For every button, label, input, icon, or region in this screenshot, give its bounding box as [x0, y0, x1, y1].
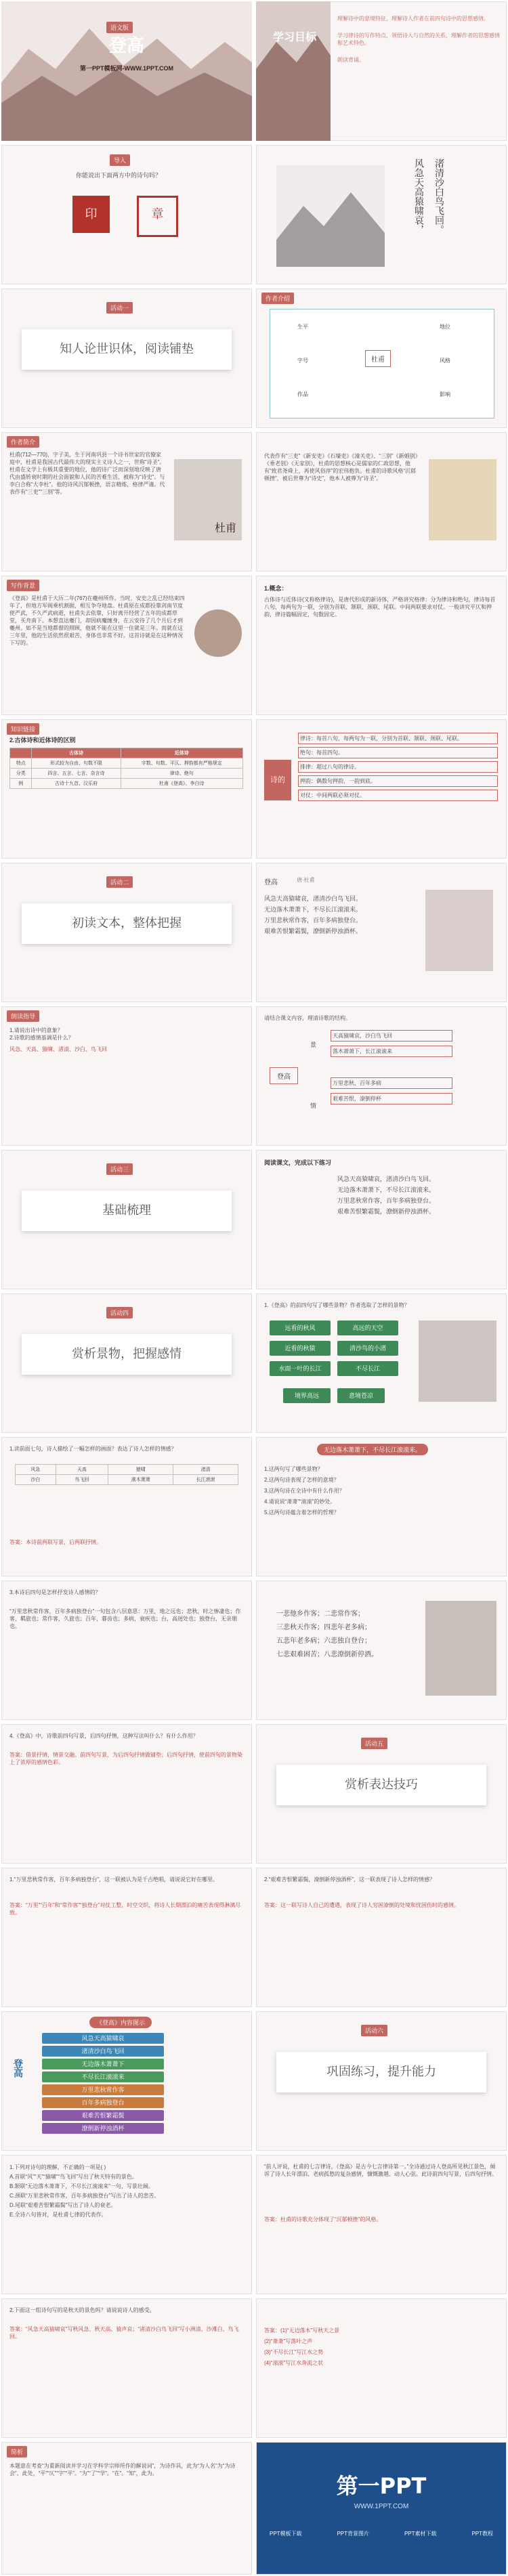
activity-3-heading: 基础梳理 — [22, 1190, 232, 1231]
poem-vertical-1: 风急天高猿啸哀， — [413, 158, 424, 234]
couplet-item: 3.这两句诗在全诗中有什么作用？ — [264, 1488, 345, 1494]
concept-title: 1.概念： — [264, 585, 288, 592]
forms-item: 排律：超过八句的律诗。 — [298, 761, 498, 773]
poem-vertical-2: 渚清沙白鸟飞回。 — [433, 158, 444, 234]
poem-line: 艰难苦恨繁霜鬓，潦倒新停浊酒杯。 — [264, 928, 362, 935]
sorrow-line: 三悲秋天作客；四悲年老多病； — [276, 1624, 371, 1631]
couplet-item: 4.请说说“萧萧”“滚滚”的妙处。 — [264, 1499, 336, 1505]
sorrow-line: 五悲年老多病；六悲独自登台； — [276, 1637, 371, 1645]
mindmap-tag: 作者介绍 — [261, 293, 294, 304]
mindmap-node: 生平 — [297, 324, 308, 330]
picture-question: 1.读前面七句，诗人描绘了一幅怎样的画面？表达了诗人怎样的情感？ — [9, 1446, 177, 1452]
portrait-label: 杜甫 — [214, 521, 236, 534]
mindmap-node: 风格 — [440, 358, 450, 364]
author-body: 杜甫(712—770)，字子美，生于河南巩县一个诗书世家的官僚家庭中，杜甫是我国古代最伟大的现实主义诗人之一，世称“诗圣”。杜甫在文学上有极其重要的地位，他的诗广泛而深刻地反映了唐代由盛转衰时期的社会面貌和人民的苦难生活，被称为“诗史”。与李白合称“大李杜”。他的诗风沉郁顿挫，语言精炼，格律严谨。代表作有“三吏”“三别”等。 — [9, 452, 165, 495]
table-row: 分类 四言、五言、七言、杂言诗 律诗、绝句 — [10, 769, 243, 779]
slide-concept[interactable] — [256, 576, 507, 715]
slide-reading-guide[interactable] — [1, 1006, 252, 1146]
analysis-body: “前人评说，杜甫的七言律诗，《登高》是古今七言律诗第一。”全诗通过诗人登高所见秋江景色，倾诉了诗人长年漂泊、老病孤愁的复杂感情，慷慨激越、动人心弦。此诗前四句写景，后四句抒情。 — [264, 2164, 497, 2177]
emotion-question: 3.本诗后四句是怎样抒发诗人感情的？ — [9, 1589, 101, 1595]
table-row: 特点 形式较为自由，句数不限 字数、句数、平仄、押韵都有严格规定 — [10, 758, 243, 769]
mindmap-node: 字号 — [297, 358, 308, 364]
reading-tag: 朗读指导 — [7, 1010, 39, 1022]
poem-line: 万里悲秋常作客，百年多病独登台。 — [264, 917, 362, 924]
sorrow-line: 七悲艰难困苦；八悲潦倒新停酒。 — [276, 1651, 378, 1658]
appreciation-question: 1.“万里悲秋常作客，百年多病独登台”，这一联被认为是千古绝唱，请说说它好在哪里。 — [9, 1876, 218, 1883]
practice-line: 无边落木萧萧下，不尽长江滚滚来。 — [337, 1186, 436, 1193]
structure-box: 艰难苦恨，潦倒停杯 — [331, 1093, 452, 1104]
answer-line: (3)“不尽长江”写江水之势 — [264, 2349, 324, 2355]
practice-title: 阅读课文，完成以下练习 — [264, 1159, 332, 1166]
technique-answer: 答案：借景抒情，情景交融。前四句写景，为后四句抒情做铺垫；后四句抒情，使前四句的景物染上了浓厚的感情色彩。 — [9, 1752, 242, 1765]
appreciation-answer: 答案：这一联写诗人自己的遭遇，表现了诗人穷困潦倒的处境和忧国伤时的感情。 — [264, 1902, 459, 1908]
structure-box: 落木萧萧下，长江滚滚来 — [331, 1046, 452, 1057]
slide-forms[interactable] — [256, 719, 507, 859]
poem-author: 唐·杜甫 — [297, 877, 315, 883]
table-header — [10, 748, 32, 758]
slide-intro[interactable] — [1, 145, 252, 284]
slide-picture[interactable] — [1, 1437, 252, 1576]
activity-5-heading: 赏析表达技巧 — [276, 1765, 486, 1805]
site-text: 第一PPT模板网-WWW.1PPT.COM — [80, 65, 173, 72]
comparison-heading: 2.古体诗和近体诗的区别 — [9, 737, 76, 744]
works-body: 代表作有“三吏”《新安吏》《石壕吏》《潼关吏》、“三别”《新婚别》《垂老别》《无家别》，杜甫的思想核心是儒家的仁政思想，他有“致君尧舜上，再使风俗淳”的宏伟抱负。杜甫的诗歌风格“沉郁顿挫”，被后世尊为“诗史”，他本人被尊为“诗圣”。 — [264, 453, 418, 481]
comparison-table — [9, 748, 243, 789]
slide-brief[interactable] — [1, 2442, 252, 2575]
slide-objectives[interactable] — [256, 1, 507, 141]
brief-tag: 简析 — [7, 2446, 27, 2457]
activity-6-tag: 活动六 — [361, 2025, 387, 2036]
slide-works[interactable] — [256, 432, 507, 572]
slide-poem[interactable] — [256, 863, 507, 1002]
mindmap-node: 作品 — [297, 391, 308, 398]
author-portrait — [174, 459, 242, 540]
slide-exercise-analysis[interactable] — [256, 2155, 507, 2294]
structure-box: 天高猿啸哀，沙白鸟飞回 — [331, 1030, 452, 1042]
brief-body: 本题意在考查“为重新阅读并学习在学科学宗师所作的解说词”，为诗作具，此为“为人名”为“为诗会”。此处，“平”“仄”“字”“平”。“为”“了”“学”。“在”。“知”，此为。 — [9, 2463, 236, 2476]
background-body: 《登高》是杜甫于大历二年(767)在夔州所作。当时，安史之乱已经结束四年了，但地方军阀乘机割据，相互争夺地盘。杜甫原在成都投靠剑南节度使严武，不久严武病逝，杜甫失去依靠，只好离开经营了五年的成都草堂，买舟南下。本想直达夔门，却因病魔缠身，在云安待了几个月后才到夔州。如不是当地都督的照顾，他就不能在这里一住就是三年。而就在这三年里，他的生活依然很艰苦，身体也非常不好。这首诗就是在这种情况下写的。 — [9, 595, 185, 646]
scenery-box: 意境苍凉 — [337, 1388, 385, 1403]
picture-table — [15, 1464, 238, 1485]
slide-appreciation-1[interactable] — [1, 1868, 252, 2007]
slide-comparison[interactable] — [1, 719, 252, 859]
forms-label: 诗的 — [264, 760, 291, 800]
appreciation-answer: 答案：“万里”“百年”和“常作客”“独登台”对仗工整，时空交织，将诗人长期漂泊的痛苦表现得淋漓尽致。 — [9, 1902, 241, 1916]
scenery-box: 水面一叶的长江 — [270, 1361, 331, 1376]
exercise-2-answer: 答案：“风急天高猿啸哀”写秋风急、秋天高、猿声哀；“渚清沙白鸟飞回”写小洲清、沙滩白、鸟飞回。 — [9, 2326, 239, 2340]
slide-activity-6[interactable] — [256, 2011, 507, 2151]
scenery-box: 高远的天空 — [337, 1321, 398, 1335]
poem-line: 无边落木萧萧下，不尽长江滚滚来。 — [264, 906, 362, 913]
slide-technique-question[interactable] — [1, 1724, 252, 1864]
author-tag: 作者简介 — [7, 436, 39, 448]
comparison-tag: 知识链接 — [7, 723, 39, 735]
diagram-row: 潦倒新停浊酒杯 — [42, 2123, 164, 2134]
slide-mindmap[interactable] — [256, 288, 507, 428]
diagram-row: 无边落木萧萧下 — [42, 2059, 164, 2069]
structure-root: 登高 — [270, 1067, 298, 1084]
objective-3: 朗读背诵。 — [337, 57, 364, 63]
exercise-item: B.颔联“无边落木萧萧下，不尽长江滚滚来”一句，写景壮阔。 — [9, 2183, 154, 2189]
reading-question: 1.请说出诗中的意象？ — [9, 1027, 63, 1033]
scenery-painting — [419, 1321, 496, 1402]
objective-1: 理解诗中的意境特征，理解诗人作者在前四句诗中的思想感情。 — [337, 16, 489, 22]
diagram-row: 渚清沙白鸟飞回 — [42, 2046, 164, 2057]
scenery-box: 清沙鸟的小渚 — [337, 1341, 398, 1356]
background-circle-image — [194, 609, 242, 657]
scenery-box: 境界高远 — [283, 1388, 331, 1403]
structure-branch: 情 — [310, 1102, 317, 1109]
slide-background[interactable] — [1, 576, 252, 715]
slide-activity-1[interactable] — [1, 288, 252, 428]
title-tag: 语文版 — [106, 22, 133, 33]
slide-structure[interactable] — [256, 1006, 507, 1146]
mindmap-node: 影响 — [440, 391, 450, 398]
sorrow-painting — [425, 1601, 496, 1696]
scenery-box: 近看的秋猿 — [270, 1341, 331, 1356]
diagram-row: 风急天高猿啸哀 — [42, 2033, 164, 2044]
exercise-item: A.首联“风”“天”“猿啸”“鸟飞回”写出了秋天特有的景色。 — [9, 2174, 137, 2180]
poem-title: 登高 — [264, 879, 278, 886]
activity-3-tag: 活动三 — [106, 1163, 133, 1175]
picture-answer: 答案：本诗前两联写景，后两联抒情。 — [9, 1539, 102, 1545]
slide-eight-sorrows[interactable] — [256, 1581, 507, 1720]
structure-branch: 景 — [310, 1042, 317, 1048]
objective-badge: 学习目标 — [273, 30, 317, 43]
reading-question: 2.诗歌的感情基调是什么？ — [9, 1035, 74, 1041]
diagram-row: 不尽长江滚滚来 — [42, 2071, 164, 2082]
practice-line: 万里悲秋常作客，百年多病独登台。 — [337, 1197, 436, 1204]
structure-intro: 请结合课文内容，理清诗歌的结构。 — [264, 1015, 351, 1021]
practice-line: 艰难苦恨繁霜鬓，潦倒新停浊酒杯。 — [337, 1208, 436, 1215]
exercise-item: E.全诗八句皆对，是杜甫七律的代表作。 — [9, 2212, 107, 2218]
mindmap-center: 杜甫 — [365, 350, 391, 367]
forms-item: 律诗：每首八句，每两句为一联，分别为首联、颔联、颈联、尾联。 — [298, 733, 498, 744]
scenery-box: 远看的秋风 — [270, 1321, 331, 1335]
end-link[interactable]: PPT背景图片 — [337, 2531, 370, 2537]
slide-activity-5[interactable] — [256, 1724, 507, 1864]
exercise-2-question: 2.下面这一组诗句写的是秋天的景色吗？请说说诗人的感受。 — [9, 2307, 155, 2313]
table-header: 古体诗 — [32, 748, 121, 758]
diagram-root: 登高 — [13, 2059, 24, 2078]
slide-end[interactable] — [256, 2442, 507, 2575]
title-text: 登高 — [108, 36, 144, 56]
slide-appreciation-2[interactable] — [256, 1868, 507, 2007]
activity-6-heading: 巩固练习，提升能力 — [276, 2052, 486, 2092]
end-link[interactable]: PPT模板下载 — [270, 2531, 302, 2537]
slide-scenery[interactable] — [256, 1293, 507, 1433]
poem-illustration — [425, 890, 493, 971]
slide-author[interactable] — [1, 432, 252, 572]
ink-landscape — [276, 165, 385, 267]
activity-4-heading: 赏析景物，把握感情 — [22, 1334, 232, 1375]
seal-2: 章 — [137, 196, 178, 237]
diagram-row: 艰难苦恨繁霜鬓 — [42, 2110, 164, 2121]
diagram-row: 万里悲秋常作客 — [42, 2084, 164, 2095]
table-row: 沙白 鸟飞回 落木萧萧 长江滚滚 — [16, 1475, 238, 1485]
forms-item: 对仗：中间两联必须对仗。 — [298, 790, 498, 801]
exercise-item: 1.下列对诗句的理解，不正确的一项是( ) — [9, 2164, 106, 2170]
slide-couplet-questions[interactable] — [256, 1437, 507, 1576]
table-header: 近体诗 — [121, 748, 242, 758]
activity-4-tag: 活动四 — [106, 1307, 133, 1318]
answer-line: (2)“萧萧”写落叶之声 — [264, 2338, 313, 2344]
exercise-item: C.颈联“万里悲秋常作客，百年多病独登台”写出了诗人的悲苦。 — [9, 2193, 160, 2199]
slide-exercise-2-answers[interactable] — [256, 2298, 507, 2438]
poem-line: 风急天高猿啸哀，渚清沙白鸟飞回。 — [264, 895, 362, 902]
du-fu-painting — [429, 459, 496, 540]
practice-line: 风急天高猿啸哀，渚清沙白鸟飞回。 — [337, 1176, 436, 1182]
structure-box: 万里悲秋，百年多病 — [331, 1077, 452, 1089]
slide-activity-2[interactable] — [1, 863, 252, 1002]
activity-1-heading: 知人论世识体，阅读铺垫 — [22, 329, 232, 370]
reading-answer: 风急、天高、猿啸、渚清、沙白、鸟飞回 — [9, 1046, 107, 1052]
diagram-row: 百年多病独登台 — [42, 2097, 164, 2108]
intro-question: 你能说出下面两方中的诗句吗？ — [76, 172, 162, 179]
couplet-item: 1.这两句写了哪些景物？ — [264, 1466, 323, 1472]
intro-tag: 导入 — [110, 154, 130, 166]
forms-item: 绝句：每首四句。 — [298, 747, 498, 758]
scenery-question: 1.《登高》的前四句写了哪些景物？作者选取了怎样的景物？ — [264, 1302, 410, 1308]
table-row: 风急 天高 猿啸 渚清 — [16, 1465, 238, 1475]
table-row: 例 古诗十九首、汉乐府 杜甫《登高》、李白诗 — [10, 779, 243, 789]
analysis-answer: 答案：杜甫的诗歌充分体现了“沉郁顿挫”的风格。 — [264, 2216, 382, 2223]
end-site: WWW.1PPT.COM — [354, 2503, 409, 2510]
diagram-title: 《登高》内容图示 — [89, 2017, 152, 2028]
activity-2-heading: 初读文本，整体把握 — [22, 903, 232, 944]
end-link[interactable]: PPT素材下载 — [404, 2531, 437, 2537]
activity-2-tag: 活动二 — [106, 876, 133, 888]
background-tag: 写作背景 — [7, 580, 39, 591]
objective-2: 学习律诗的写作特点，领悟诗人与自然的关系，理解作者的思想感情和艺术特色。 — [337, 33, 500, 46]
slide-title[interactable] — [1, 1, 252, 141]
slide-activity-3[interactable] — [1, 1150, 252, 1289]
answer-line: (4)“滚滚”写江水奔流之状 — [264, 2360, 324, 2366]
end-link[interactable]: PPT教程 — [471, 2531, 493, 2537]
seal-1: 印 — [72, 196, 110, 233]
scenery-box: 不尽长江 — [337, 1361, 398, 1376]
slide-content-diagram[interactable] — [1, 2011, 252, 2151]
slide-emotion[interactable] — [1, 1581, 252, 1720]
technique-question: 4.《登高》中，诗歌前四句写景，后四句抒情，这种写法叫什么？有什么作用？ — [9, 1733, 198, 1739]
mindmap-box — [270, 309, 494, 418]
sorrow-line: 一悲他乡作客；二悲常作客； — [276, 1610, 364, 1618]
slide-exercise-2[interactable] — [1, 2298, 252, 2438]
end-logo: 第一PPT — [336, 2473, 427, 2499]
slide-reading-practice[interactable] — [256, 1150, 507, 1289]
emotion-body: “万里悲秋常作客，百年多病独登台”一句包含八层意思：万里，地之远也；悲秋，时之惨凄也；作客，羁旅也；常作客，久旅也；百年，暮齿也；多病，衰疾也；台，高迥处也；独登台，无亲朋也。 — [9, 1608, 241, 1629]
activity-1-tag: 活动一 — [106, 302, 133, 314]
couplet-item: 2.这两句诗表现了怎样的意境？ — [264, 1477, 339, 1483]
couplet-title: 无边落木萧萧下，不尽长江滚滚来。 — [317, 1444, 428, 1455]
slide-activity-4[interactable] — [1, 1293, 252, 1433]
exercise-item: D.尾联“艰难苦恨繁霜鬓”写出了诗人的衰老。 — [9, 2202, 117, 2208]
answer-line: 答案：(1)“无边落木”写秋天之景 — [264, 2327, 340, 2334]
concept-body: 古体诗与近体诗(又称格律诗)，是唐代形成的新诗体，严格讲究格律：分为律诗和绝句，律诗每首八句，每两句为一联，分别为首联、颔联、颈联、尾联。中间两联要求对仗。一般讲究平仄和押韵，律诗篇幅固定，句数固定。 — [264, 597, 496, 618]
couplet-item: 5.这两句诗蕴含着怎样的哲理？ — [264, 1509, 339, 1516]
objective-art — [256, 1, 331, 141]
mindmap-node: 地位 — [440, 324, 450, 330]
appreciation-question: 2.“艰难苦恨繁霜鬓，潦倒新停浊酒杯”，这一联表现了诗人怎样的情感？ — [264, 1876, 435, 1883]
activity-5-tag: 活动五 — [361, 1738, 387, 1749]
slide-exercise-1[interactable] — [1, 2155, 252, 2294]
forms-item: 押韵：偶数句押韵，一韵到底。 — [298, 775, 498, 787]
slide-intro-poem[interactable] — [256, 145, 507, 284]
